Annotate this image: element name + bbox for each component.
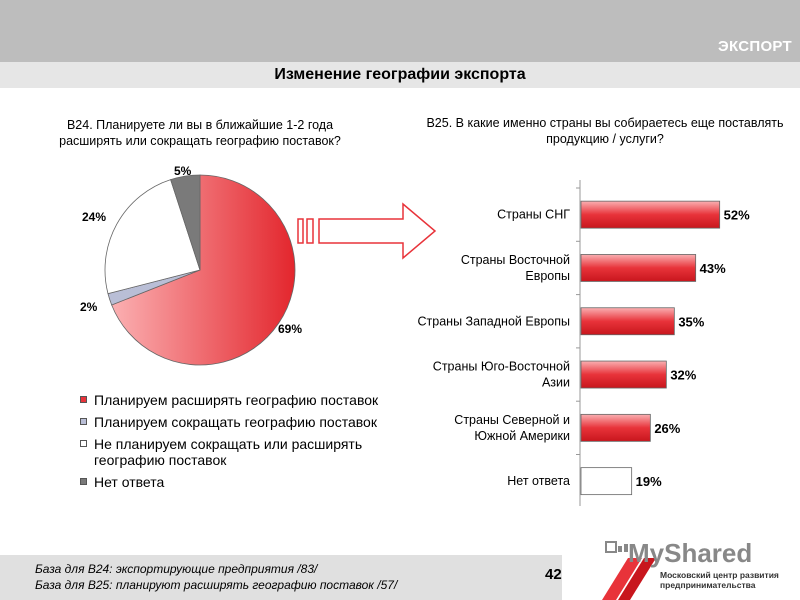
logo-text: MyShared xyxy=(628,538,753,568)
footer-note-b25: База для В25: планируют расширять географию поставок /57/ xyxy=(35,578,398,592)
legend-label: Планируем расширять географию поставок xyxy=(94,392,379,408)
page-number: 42 xyxy=(545,566,562,583)
legend-label: Нет ответа xyxy=(94,474,165,490)
legend-item-reduce xyxy=(80,414,410,430)
pie-label-no-answer: 5% xyxy=(174,164,192,178)
logo-org-name: Московский центр развития предпринимательства xyxy=(660,570,779,590)
footer-note-b24: База для В24: экспортирующие предприятия /83/ xyxy=(35,562,318,576)
footer-notes xyxy=(35,561,397,593)
bar-5 xyxy=(581,414,650,441)
pie-label-extend: 69% xyxy=(278,322,303,336)
pie-label-reduce: 2% xyxy=(80,300,98,314)
legend-label: Планируем сокращать географию поставок xyxy=(94,414,377,430)
bar-value-label: 43% xyxy=(699,260,726,276)
bar-category-label: Страны СНГ xyxy=(497,207,570,222)
bar-6 xyxy=(581,468,632,495)
bar-category-label: Страны Западной Европы xyxy=(417,314,570,329)
bar-2 xyxy=(581,254,696,281)
bar-value-label: 19% xyxy=(635,474,662,490)
pie-label-no-change: 24% xyxy=(82,210,107,224)
legend-item-no-change xyxy=(80,436,410,468)
bar-category-label: Страны Северной и Южной Америки xyxy=(454,412,570,443)
bar-4 xyxy=(581,361,666,388)
bar-category-label: Страны Юго-Восточной Азии xyxy=(432,359,570,390)
pie-legend xyxy=(80,392,410,496)
legend-swatch xyxy=(80,396,87,403)
legend-swatch xyxy=(80,418,87,425)
legend-swatch xyxy=(80,440,87,447)
bar-chart xyxy=(400,180,780,520)
legend-item-no-answer xyxy=(80,474,410,490)
bar-value-label: 26% xyxy=(654,420,681,436)
left-question: В24. Планируете ли вы в ближайшие 1-2 года расширять или сокращать географию поставок? xyxy=(59,118,341,148)
right-question: В25. В какие именно страны вы собираетесь еще поставлять продукцию / услуги? xyxy=(426,116,784,146)
bar-1 xyxy=(581,201,720,228)
logo xyxy=(598,538,798,600)
page-title: Изменение географии экспорта xyxy=(274,66,526,83)
bar-3 xyxy=(581,308,674,335)
bar-value-label: 32% xyxy=(670,367,697,383)
header-bar xyxy=(0,0,800,62)
legend-swatch xyxy=(80,478,87,485)
bar-value-label: 35% xyxy=(678,314,705,330)
arrow-bar xyxy=(307,219,313,243)
section-label: ЭКСПОРТ xyxy=(718,38,792,55)
pie-chart xyxy=(100,170,303,370)
bar-category-label: Страны Восточной Европы xyxy=(460,252,570,283)
bar-category-label: Нет ответа xyxy=(507,474,570,489)
arrow-bar xyxy=(298,219,303,243)
legend-item-extend xyxy=(80,392,410,408)
legend-label: Не планируем сокращать или расширять географию поставок xyxy=(94,436,363,468)
bar-value-label: 52% xyxy=(723,207,750,223)
